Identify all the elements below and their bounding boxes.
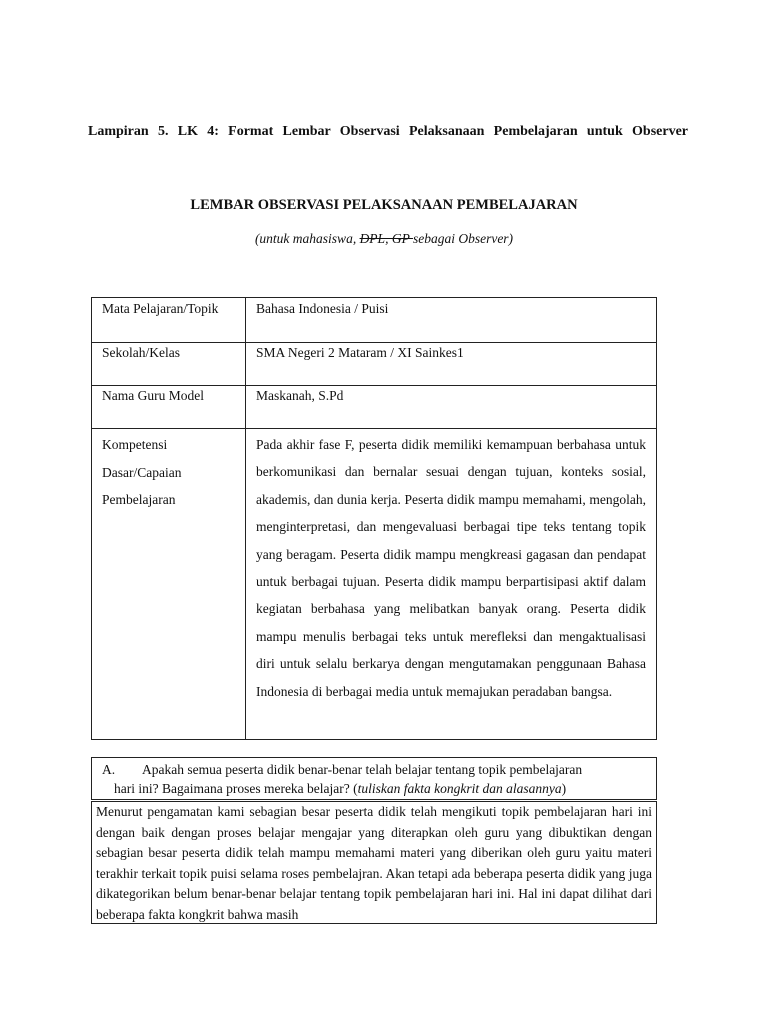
row-value: Maskanah, S.Pd xyxy=(246,386,657,429)
answer-text: Menurut pengamatan kami sebagian besar peserta didik telah mengikuti topik pembelajaran hari ini dengan baik dengan proses belajar mengajar yang diterapkan oleh guru yang dibuktikan dengan sebagian besar peserta didik telah mampu memahami materi yang diberikan oleh guru yaitu materi terakhir terkait topik puisi selama roses pembelajran. Akan tetapi ada beberapa peserta didik yang juga dikategorikan belum benar-benar belajar tentang topik pembelajaran hari ini. Hal ini dapat dilihat dari beberapa fakta kongkrit bahwa masih xyxy=(96,804,652,922)
document-heading: Lampiran 5. LK 4: Format Lembar Observasi Pelaksanaan Pembelajaran untuk Observer xyxy=(88,124,688,139)
question-line-2 xyxy=(102,779,646,798)
document-subtitle xyxy=(0,231,768,247)
table-row xyxy=(92,429,657,740)
competency-label-line: Dasar/Capaian xyxy=(102,464,182,480)
row-label: Nama Guru Model xyxy=(92,386,246,429)
info-table xyxy=(91,297,657,740)
subtitle-struck-text: DPL, GP xyxy=(359,231,413,246)
row-label: Sekolah/Kelas xyxy=(92,343,246,386)
competency-label xyxy=(92,429,246,740)
table-row xyxy=(92,386,657,429)
question-text-2: hari ini? Bagaimana proses mereka belajar? ( xyxy=(114,781,358,796)
competency-value xyxy=(246,429,657,740)
question-close: ) xyxy=(561,781,567,796)
table-row xyxy=(92,298,657,343)
row-value: Bahasa Indonesia / Puisi xyxy=(246,298,657,343)
row-label: Mata Pelajaran/Topik xyxy=(92,298,246,343)
subtitle-open: (untuk mahasiswa, xyxy=(254,231,360,246)
question-number: A. xyxy=(102,762,116,777)
subtitle-close: sebagai Observer) xyxy=(412,231,514,246)
question-a-box xyxy=(91,757,657,800)
competency-label-line: Kompetensi xyxy=(102,437,168,452)
question-line-1 xyxy=(102,760,646,779)
question-hint: tuliskan fakta kongkrit dan alasannya xyxy=(357,781,562,796)
question-text: Apakah semua peserta didik benar-benar telah belajar tentang topik pembelajaran xyxy=(142,762,583,777)
answer-a-box[interactable] xyxy=(91,801,657,924)
competency-label-line: Pembelajaran xyxy=(102,492,176,507)
row-value: SMA Negeri 2 Mataram / XI Sainkes1 xyxy=(246,343,657,386)
table-row xyxy=(92,343,657,386)
competency-text: Pada akhir fase F, peserta didik memiliki kemampuan berbahasa untuk berkomunikasi dan bernalar sesuai dengan tujuan, konteks sosial, akademis, dan dunia kerja. Peserta didik mampu memahami, mengolah, menginterpretasi, dan mengevaluasi berbagai tipe teks tentang topik yang beragam. Peserta didik mampu mengkreasi gagasan dan pendapat untuk berbagai tujuan. Peserta didik mampu berpartisipasi aktif dalam kegiatan berbahasa yang melibatkan banyak orang. Peserta didik mampu menulis berbagai teks untuk merefleksi dan mengaktualisasi diri untuk selalu berkarya dengan mengutamakan penggunaan Bahasa Indonesia di berbagai media untuk memajukan peradaban bangsa. xyxy=(256,437,646,699)
document-title: LEMBAR OBSERVASI PELAKSANAAN PEMBELAJARAN xyxy=(190,197,578,213)
